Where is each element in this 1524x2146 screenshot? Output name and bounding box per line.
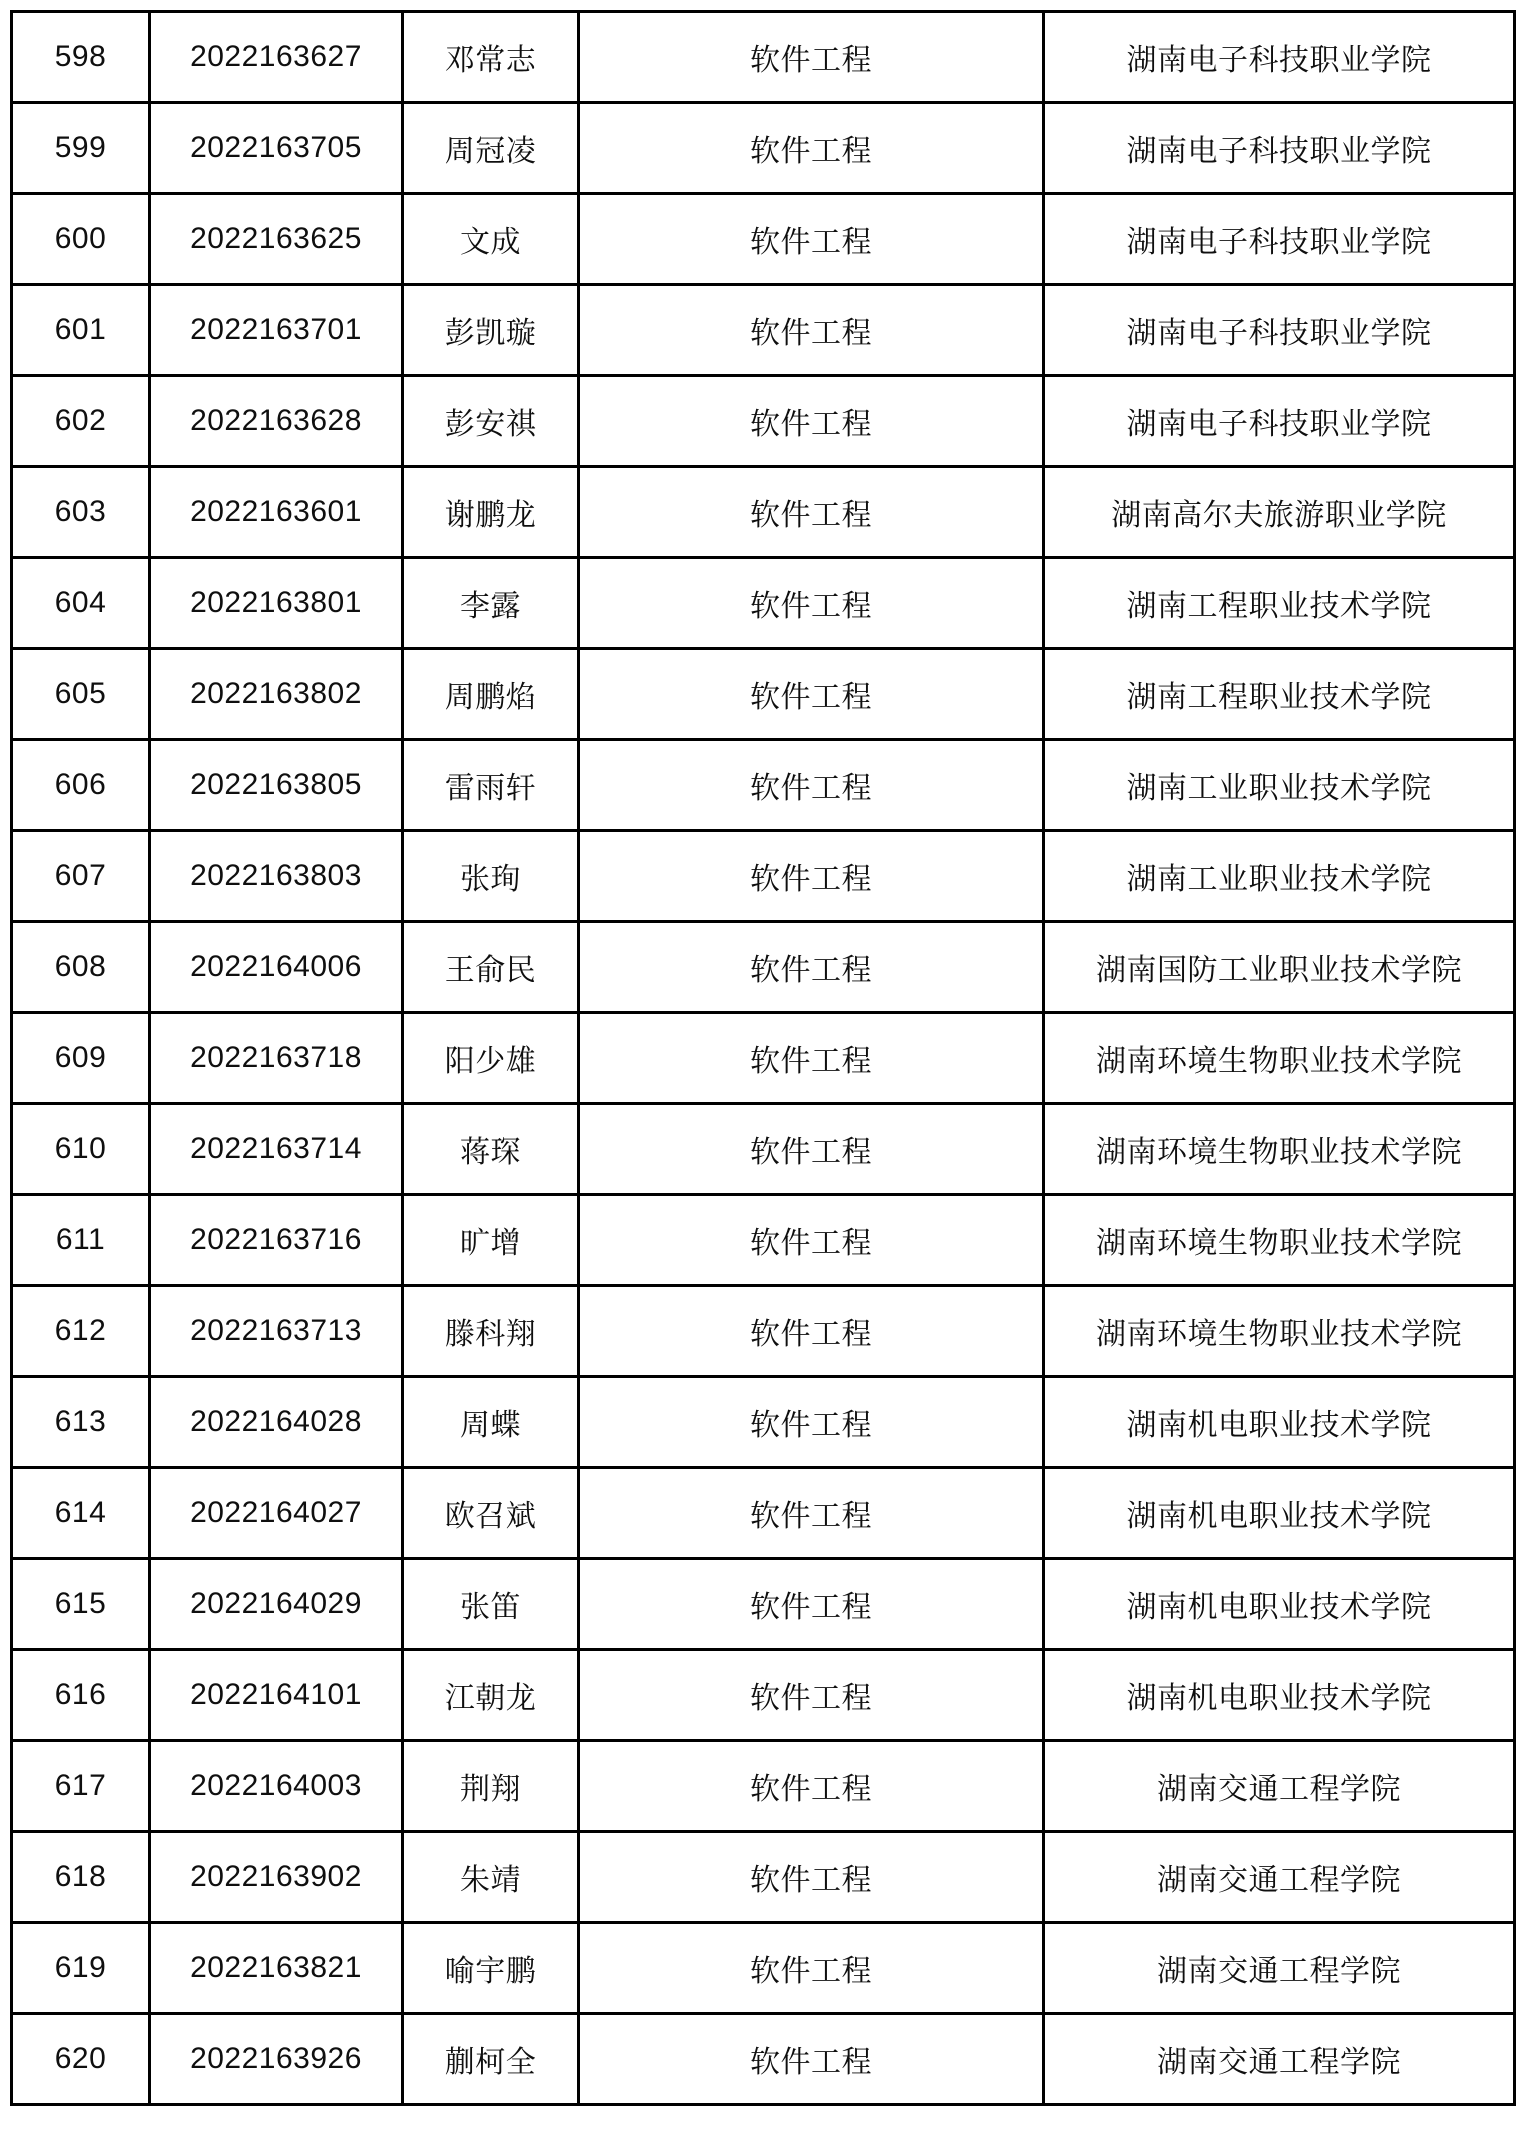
cell-name: 李露: [403, 558, 579, 649]
cell-college: 湖南电子科技职业学院: [1044, 12, 1515, 103]
cell-name: 邓常志: [403, 12, 579, 103]
cell-name: 欧召斌: [403, 1468, 579, 1559]
table-row: [12, 2014, 1515, 2105]
cell-major: 软件工程: [579, 285, 1044, 376]
cell-name: 蒯柯全: [403, 2014, 579, 2105]
cell-major: 软件工程: [579, 558, 1044, 649]
cell-name: 雷雨轩: [403, 740, 579, 831]
table-row: [12, 12, 1515, 103]
cell-major: 软件工程: [579, 831, 1044, 922]
cell-college: 湖南环境生物职业技术学院: [1044, 1195, 1515, 1286]
cell-name: 彭安祺: [403, 376, 579, 467]
cell-major: 软件工程: [579, 1195, 1044, 1286]
cell-row-number: 611: [12, 1195, 150, 1286]
cell-major: 软件工程: [579, 1286, 1044, 1377]
cell-college: 湖南工程职业技术学院: [1044, 558, 1515, 649]
table-row: [12, 103, 1515, 194]
cell-name: 滕科翔: [403, 1286, 579, 1377]
cell-row-number: 614: [12, 1468, 150, 1559]
cell-student-id: 2022163926: [150, 2014, 403, 2105]
cell-college: 湖南机电职业技术学院: [1044, 1559, 1515, 1650]
cell-row-number: 598: [12, 12, 150, 103]
cell-major: 软件工程: [579, 194, 1044, 285]
table-row: [12, 1013, 1515, 1104]
cell-major: 软件工程: [579, 12, 1044, 103]
cell-college: 湖南机电职业技术学院: [1044, 1468, 1515, 1559]
cell-row-number: 617: [12, 1741, 150, 1832]
cell-student-id: 2022163705: [150, 103, 403, 194]
cell-student-id: 2022164003: [150, 1741, 403, 1832]
cell-major: 软件工程: [579, 1559, 1044, 1650]
cell-college: 湖南机电职业技术学院: [1044, 1377, 1515, 1468]
table-row: [12, 1468, 1515, 1559]
cell-student-id: 2022163803: [150, 831, 403, 922]
cell-student-id: 2022163801: [150, 558, 403, 649]
cell-name: 谢鹏龙: [403, 467, 579, 558]
cell-name: 阳少雄: [403, 1013, 579, 1104]
cell-name: 周鹏焰: [403, 649, 579, 740]
cell-row-number: 609: [12, 1013, 150, 1104]
cell-major: 软件工程: [579, 922, 1044, 1013]
cell-college: 湖南工业职业技术学院: [1044, 831, 1515, 922]
table-row: [12, 376, 1515, 467]
student-roster-table: [10, 10, 1516, 2106]
cell-major: 软件工程: [579, 1832, 1044, 1923]
cell-student-id: 2022164029: [150, 1559, 403, 1650]
cell-major: 软件工程: [579, 1468, 1044, 1559]
cell-row-number: 605: [12, 649, 150, 740]
cell-name: 荆翔: [403, 1741, 579, 1832]
table-row: [12, 1286, 1515, 1377]
cell-name: 喻宇鹏: [403, 1923, 579, 2014]
cell-college: 湖南交通工程学院: [1044, 1741, 1515, 1832]
cell-row-number: 601: [12, 285, 150, 376]
cell-row-number: 610: [12, 1104, 150, 1195]
table-row: [12, 1741, 1515, 1832]
table-row: [12, 194, 1515, 285]
cell-row-number: 613: [12, 1377, 150, 1468]
table-row: [12, 649, 1515, 740]
table-row: [12, 1923, 1515, 2014]
cell-college: 湖南电子科技职业学院: [1044, 194, 1515, 285]
cell-college: 湖南环境生物职业技术学院: [1044, 1104, 1515, 1195]
table-row: [12, 831, 1515, 922]
cell-row-number: 615: [12, 1559, 150, 1650]
cell-name: 张笛: [403, 1559, 579, 1650]
cell-student-id: 2022163625: [150, 194, 403, 285]
cell-student-id: 2022163716: [150, 1195, 403, 1286]
cell-name: 周冠凌: [403, 103, 579, 194]
cell-student-id: 2022163805: [150, 740, 403, 831]
cell-student-id: 2022163713: [150, 1286, 403, 1377]
cell-student-id: 2022163627: [150, 12, 403, 103]
cell-college: 湖南国防工业职业技术学院: [1044, 922, 1515, 1013]
cell-major: 软件工程: [579, 1104, 1044, 1195]
cell-row-number: 619: [12, 1923, 150, 2014]
cell-student-id: 2022164101: [150, 1650, 403, 1741]
cell-college: 湖南交通工程学院: [1044, 2014, 1515, 2105]
table-row: [12, 740, 1515, 831]
cell-row-number: 600: [12, 194, 150, 285]
cell-student-id: 2022164028: [150, 1377, 403, 1468]
cell-major: 软件工程: [579, 740, 1044, 831]
cell-student-id: 2022163902: [150, 1832, 403, 1923]
cell-row-number: 618: [12, 1832, 150, 1923]
cell-major: 软件工程: [579, 376, 1044, 467]
cell-major: 软件工程: [579, 1923, 1044, 2014]
cell-row-number: 620: [12, 2014, 150, 2105]
cell-row-number: 616: [12, 1650, 150, 1741]
cell-row-number: 602: [12, 376, 150, 467]
table-row: [12, 1832, 1515, 1923]
table-row: [12, 558, 1515, 649]
cell-row-number: 607: [12, 831, 150, 922]
cell-row-number: 604: [12, 558, 150, 649]
cell-name: 旷增: [403, 1195, 579, 1286]
table-row: [12, 1377, 1515, 1468]
cell-major: 软件工程: [579, 1741, 1044, 1832]
cell-student-id: 2022163802: [150, 649, 403, 740]
table-row: [12, 467, 1515, 558]
cell-student-id: 2022163821: [150, 1923, 403, 2014]
cell-student-id: 2022164027: [150, 1468, 403, 1559]
cell-row-number: 603: [12, 467, 150, 558]
cell-college: 湖南电子科技职业学院: [1044, 285, 1515, 376]
cell-major: 软件工程: [579, 2014, 1044, 2105]
cell-college: 湖南电子科技职业学院: [1044, 103, 1515, 194]
cell-college: 湖南交通工程学院: [1044, 1832, 1515, 1923]
cell-row-number: 599: [12, 103, 150, 194]
cell-college: 湖南工程职业技术学院: [1044, 649, 1515, 740]
table-row: [12, 1195, 1515, 1286]
cell-college: 湖南高尔夫旅游职业学院: [1044, 467, 1515, 558]
cell-major: 软件工程: [579, 103, 1044, 194]
cell-student-id: 2022163718: [150, 1013, 403, 1104]
cell-name: 文成: [403, 194, 579, 285]
cell-college: 湖南环境生物职业技术学院: [1044, 1286, 1515, 1377]
table-row: [12, 922, 1515, 1013]
cell-name: 江朝龙: [403, 1650, 579, 1741]
cell-student-id: 2022163714: [150, 1104, 403, 1195]
cell-college: 湖南工业职业技术学院: [1044, 740, 1515, 831]
cell-row-number: 606: [12, 740, 150, 831]
cell-student-id: 2022164006: [150, 922, 403, 1013]
cell-name: 彭凯璇: [403, 285, 579, 376]
cell-student-id: 2022163601: [150, 467, 403, 558]
cell-row-number: 612: [12, 1286, 150, 1377]
cell-major: 软件工程: [579, 649, 1044, 740]
student-roster-body: [12, 12, 1515, 2105]
cell-name: 蒋琛: [403, 1104, 579, 1195]
cell-row-number: 608: [12, 922, 150, 1013]
cell-college: 湖南交通工程学院: [1044, 1923, 1515, 2014]
cell-major: 软件工程: [579, 1013, 1044, 1104]
cell-major: 软件工程: [579, 467, 1044, 558]
cell-college: 湖南环境生物职业技术学院: [1044, 1013, 1515, 1104]
cell-student-id: 2022163628: [150, 376, 403, 467]
table-row: [12, 285, 1515, 376]
cell-name: 王俞民: [403, 922, 579, 1013]
cell-name: 周蝶: [403, 1377, 579, 1468]
table-row: [12, 1559, 1515, 1650]
cell-name: 朱靖: [403, 1832, 579, 1923]
cell-major: 软件工程: [579, 1377, 1044, 1468]
cell-name: 张珣: [403, 831, 579, 922]
cell-college: 湖南机电职业技术学院: [1044, 1650, 1515, 1741]
table-row: [12, 1650, 1515, 1741]
table-row: [12, 1104, 1515, 1195]
cell-major: 软件工程: [579, 1650, 1044, 1741]
cell-college: 湖南电子科技职业学院: [1044, 376, 1515, 467]
cell-student-id: 2022163701: [150, 285, 403, 376]
